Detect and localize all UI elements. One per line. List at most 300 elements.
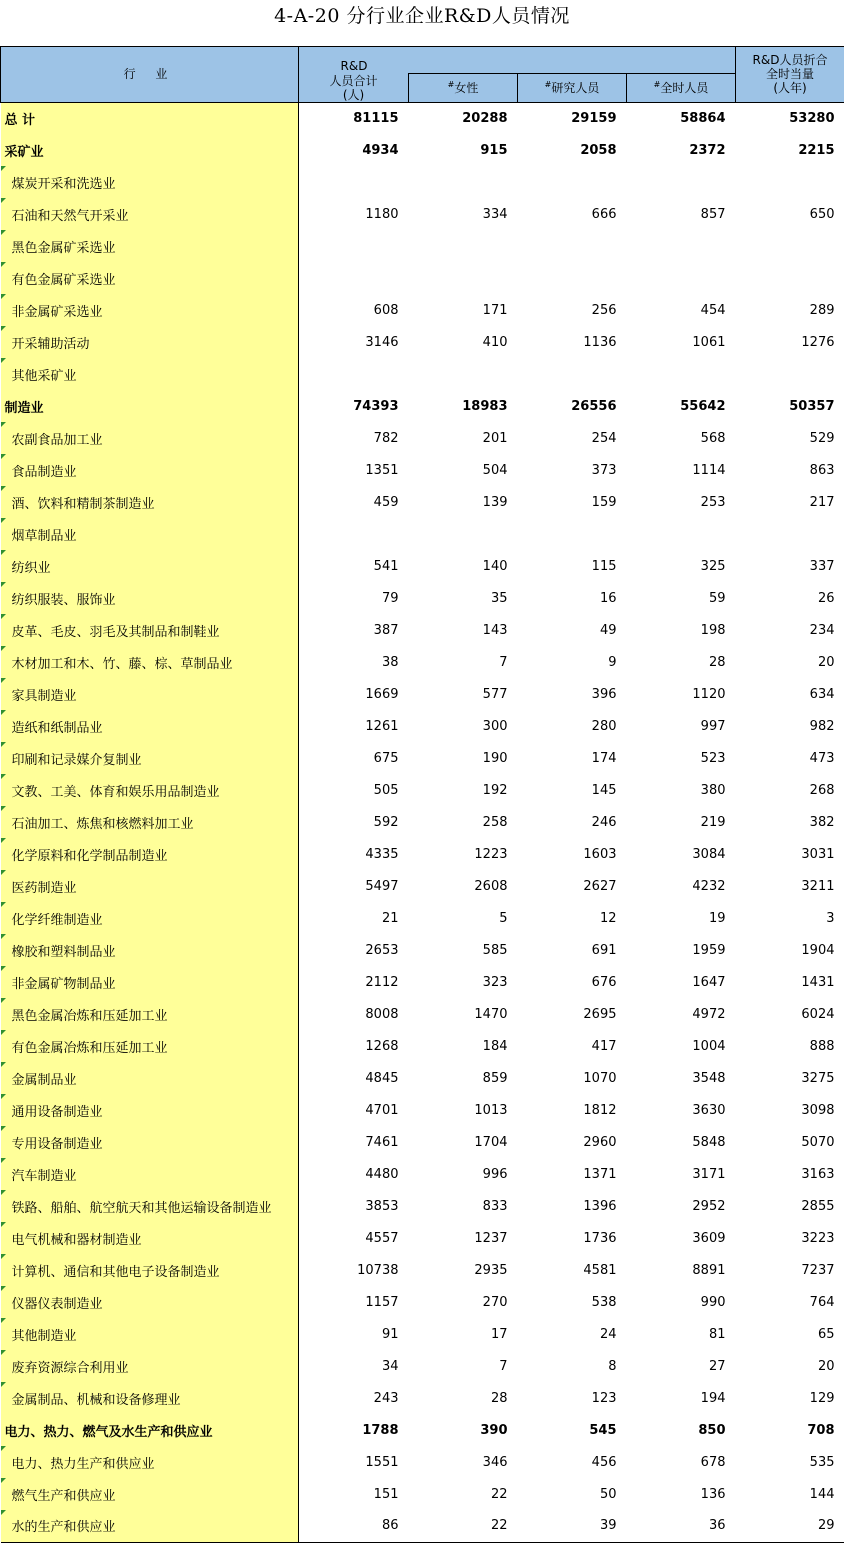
value-research: 29159 bbox=[518, 102, 627, 134]
value-research: 50 bbox=[518, 1478, 627, 1510]
value-equiv: 337 bbox=[736, 550, 844, 582]
cell-marker-icon bbox=[1, 1286, 6, 1291]
value-female: 20288 bbox=[409, 102, 518, 134]
table-row bbox=[1, 422, 844, 454]
table-row bbox=[1, 390, 844, 422]
value-fulltime: 2372 bbox=[627, 134, 736, 166]
cell-marker-icon bbox=[1, 774, 6, 779]
value-equiv: 3163 bbox=[736, 1158, 844, 1190]
value-female: 17 bbox=[409, 1318, 518, 1350]
value-research bbox=[518, 358, 627, 390]
value-female: 1470 bbox=[409, 998, 518, 1030]
header-rd-total bbox=[299, 74, 409, 103]
cell-marker-icon bbox=[1, 1478, 6, 1483]
value-research: 280 bbox=[518, 710, 627, 742]
industry-name-cell bbox=[1, 1158, 299, 1190]
industry-name-cell bbox=[1, 678, 299, 710]
value-total: 1551 bbox=[299, 1446, 409, 1478]
value-female: 1704 bbox=[409, 1126, 518, 1158]
value-total: 4845 bbox=[299, 1062, 409, 1094]
header-equivalent-line2: 全时当量 bbox=[736, 67, 844, 81]
industry-name: 酒、饮料和精制茶制造业 bbox=[12, 497, 155, 512]
industry-name: 皮革、毛皮、羽毛及其制品和制鞋业 bbox=[12, 625, 220, 640]
table-row bbox=[1, 1350, 844, 1382]
value-fulltime: 3609 bbox=[627, 1222, 736, 1254]
cell-marker-icon bbox=[1, 1062, 6, 1067]
table-row bbox=[1, 1414, 844, 1446]
table-row bbox=[1, 678, 844, 710]
industry-name-cell bbox=[1, 806, 299, 838]
industry-name: 燃气生产和供应业 bbox=[12, 1489, 116, 1504]
value-total bbox=[299, 262, 409, 294]
value-female: 258 bbox=[409, 806, 518, 838]
industry-name-cell bbox=[1, 1478, 299, 1510]
industry-name: 农副食品加工业 bbox=[12, 433, 103, 448]
industry-name: 纺织业 bbox=[12, 561, 51, 576]
value-female: 192 bbox=[409, 774, 518, 806]
value-research: 49 bbox=[518, 614, 627, 646]
value-total bbox=[299, 358, 409, 390]
industry-name-cell bbox=[1, 870, 299, 902]
value-female: 577 bbox=[409, 678, 518, 710]
table-row bbox=[1, 1446, 844, 1478]
value-fulltime: 59 bbox=[627, 582, 736, 614]
value-equiv: 20 bbox=[736, 646, 844, 678]
table-row bbox=[1, 774, 844, 806]
value-equiv: 65 bbox=[736, 1318, 844, 1350]
cell-marker-icon bbox=[1, 294, 6, 299]
value-female: 7 bbox=[409, 1350, 518, 1382]
value-total: 5497 bbox=[299, 870, 409, 902]
table-row bbox=[1, 198, 844, 230]
value-research: 2695 bbox=[518, 998, 627, 1030]
value-fulltime: 5848 bbox=[627, 1126, 736, 1158]
value-total: 505 bbox=[299, 774, 409, 806]
industry-name-cell bbox=[1, 518, 299, 550]
header-equivalent bbox=[736, 47, 844, 103]
cell-marker-icon bbox=[1, 870, 6, 875]
value-equiv bbox=[736, 518, 844, 550]
value-equiv: 6024 bbox=[736, 998, 844, 1030]
value-total: 8008 bbox=[299, 998, 409, 1030]
industry-name: 有色金属矿采选业 bbox=[12, 273, 116, 288]
value-research bbox=[518, 230, 627, 262]
industry-name-cell bbox=[1, 934, 299, 966]
value-equiv: 3275 bbox=[736, 1062, 844, 1094]
cell-marker-icon bbox=[1, 1350, 6, 1355]
value-equiv: 764 bbox=[736, 1286, 844, 1318]
industry-name-cell bbox=[1, 1062, 299, 1094]
value-fulltime: 58864 bbox=[627, 102, 736, 134]
cell-marker-icon bbox=[1, 806, 6, 811]
industry-name: 总 计 bbox=[5, 113, 36, 128]
value-fulltime: 1004 bbox=[627, 1030, 736, 1062]
industry-name-cell bbox=[1, 614, 299, 646]
value-fulltime: 19 bbox=[627, 902, 736, 934]
value-total: 1157 bbox=[299, 1286, 409, 1318]
header-rd-total-line1: 人员合计 bbox=[299, 74, 408, 88]
value-fulltime: 1120 bbox=[627, 678, 736, 710]
value-female bbox=[409, 166, 518, 198]
value-research: 145 bbox=[518, 774, 627, 806]
industry-name-cell bbox=[1, 966, 299, 998]
value-fulltime: 198 bbox=[627, 614, 736, 646]
cell-marker-icon bbox=[1, 1318, 6, 1323]
value-female: 22 bbox=[409, 1510, 518, 1542]
header-researchers: #研究人员 bbox=[518, 74, 627, 103]
industry-name: 家具制造业 bbox=[12, 689, 77, 704]
value-female: 1237 bbox=[409, 1222, 518, 1254]
industry-name: 有色金属冶炼和压延加工业 bbox=[12, 1041, 168, 1056]
industry-name-cell bbox=[1, 774, 299, 806]
value-total: 91 bbox=[299, 1318, 409, 1350]
cell-marker-icon bbox=[1, 326, 6, 331]
header-rd-group bbox=[299, 47, 736, 74]
value-fulltime bbox=[627, 230, 736, 262]
table-row bbox=[1, 806, 844, 838]
value-fulltime: 3630 bbox=[627, 1094, 736, 1126]
value-total: 4557 bbox=[299, 1222, 409, 1254]
industry-name-cell bbox=[1, 326, 299, 358]
value-fulltime: 27 bbox=[627, 1350, 736, 1382]
value-equiv: 234 bbox=[736, 614, 844, 646]
value-total: 459 bbox=[299, 486, 409, 518]
value-female: 2935 bbox=[409, 1254, 518, 1286]
value-equiv: 1276 bbox=[736, 326, 844, 358]
value-research: 1371 bbox=[518, 1158, 627, 1190]
value-equiv: 1431 bbox=[736, 966, 844, 998]
value-total bbox=[299, 230, 409, 262]
cell-marker-icon bbox=[1, 614, 6, 619]
value-female: 18983 bbox=[409, 390, 518, 422]
value-equiv: 982 bbox=[736, 710, 844, 742]
industry-name-cell bbox=[1, 1350, 299, 1382]
value-equiv: 3031 bbox=[736, 838, 844, 870]
value-total: 7461 bbox=[299, 1126, 409, 1158]
cell-marker-icon bbox=[1, 1222, 6, 1227]
industry-name: 仪器仪表制造业 bbox=[12, 1297, 103, 1312]
value-fulltime: 380 bbox=[627, 774, 736, 806]
value-total: 4934 bbox=[299, 134, 409, 166]
value-research: 256 bbox=[518, 294, 627, 326]
value-female: 270 bbox=[409, 1286, 518, 1318]
table-row bbox=[1, 134, 844, 166]
table-row bbox=[1, 262, 844, 294]
table-row bbox=[1, 742, 844, 774]
industry-name-cell bbox=[1, 422, 299, 454]
industry-name-cell bbox=[1, 710, 299, 742]
value-research: 2627 bbox=[518, 870, 627, 902]
value-female: 346 bbox=[409, 1446, 518, 1478]
value-fulltime: 568 bbox=[627, 422, 736, 454]
header-rd-label: R&D bbox=[299, 59, 409, 73]
value-female: 833 bbox=[409, 1190, 518, 1222]
value-equiv: 3223 bbox=[736, 1222, 844, 1254]
value-total: 34 bbox=[299, 1350, 409, 1382]
value-research bbox=[518, 262, 627, 294]
industry-name-cell bbox=[1, 1286, 299, 1318]
cell-marker-icon bbox=[1, 1382, 6, 1387]
table-row bbox=[1, 454, 844, 486]
industry-name: 铁路、船舶、航空航天和其他运输设备制造业 bbox=[12, 1201, 272, 1216]
value-total: 4701 bbox=[299, 1094, 409, 1126]
value-total: 86 bbox=[299, 1510, 409, 1542]
industry-name: 纺织服装、服饰业 bbox=[12, 593, 116, 608]
value-total: 1788 bbox=[299, 1414, 409, 1446]
value-equiv: 863 bbox=[736, 454, 844, 486]
value-research: 666 bbox=[518, 198, 627, 230]
value-research: 4581 bbox=[518, 1254, 627, 1286]
value-research bbox=[518, 518, 627, 550]
industry-name: 造纸和纸制品业 bbox=[12, 721, 103, 736]
value-research: 417 bbox=[518, 1030, 627, 1062]
value-equiv: 29 bbox=[736, 1510, 844, 1542]
industry-name-cell bbox=[1, 550, 299, 582]
value-total: 38 bbox=[299, 646, 409, 678]
value-total: 81115 bbox=[299, 102, 409, 134]
value-equiv bbox=[736, 166, 844, 198]
table-row bbox=[1, 1062, 844, 1094]
value-total: 243 bbox=[299, 1382, 409, 1414]
value-female: 1013 bbox=[409, 1094, 518, 1126]
value-female: 35 bbox=[409, 582, 518, 614]
table-row bbox=[1, 550, 844, 582]
value-research: 115 bbox=[518, 550, 627, 582]
table-row bbox=[1, 966, 844, 998]
value-equiv bbox=[736, 230, 844, 262]
value-total: 79 bbox=[299, 582, 409, 614]
header-equivalent-line3: (人年) bbox=[736, 81, 844, 95]
value-female: 22 bbox=[409, 1478, 518, 1510]
cell-marker-icon bbox=[1, 198, 6, 203]
cell-marker-icon bbox=[1, 1158, 6, 1163]
industry-name: 金属制品业 bbox=[12, 1073, 77, 1088]
table-row bbox=[1, 1158, 844, 1190]
value-female bbox=[409, 262, 518, 294]
industry-name: 通用设备制造业 bbox=[12, 1105, 103, 1120]
value-equiv: 53280 bbox=[736, 102, 844, 134]
industry-name-cell bbox=[1, 1030, 299, 1062]
value-research: 8 bbox=[518, 1350, 627, 1382]
value-fulltime: 28 bbox=[627, 646, 736, 678]
cell-marker-icon bbox=[1, 518, 6, 523]
table-row bbox=[1, 294, 844, 326]
value-female bbox=[409, 358, 518, 390]
industry-name-cell bbox=[1, 166, 299, 198]
value-research: 456 bbox=[518, 1446, 627, 1478]
value-female: 171 bbox=[409, 294, 518, 326]
page-title: 4-A-20 分行业企业R&D人员情况 bbox=[0, 0, 844, 34]
industry-name: 采矿业 bbox=[5, 145, 44, 160]
table-row bbox=[1, 710, 844, 742]
value-fulltime: 3548 bbox=[627, 1062, 736, 1094]
table-row bbox=[1, 358, 844, 390]
value-female: 390 bbox=[409, 1414, 518, 1446]
value-fulltime: 3084 bbox=[627, 838, 736, 870]
value-female: 996 bbox=[409, 1158, 518, 1190]
industry-name: 医药制造业 bbox=[12, 881, 77, 896]
industry-name-cell bbox=[1, 742, 299, 774]
cell-marker-icon bbox=[1, 230, 6, 235]
value-total: 151 bbox=[299, 1478, 409, 1510]
industry-name-cell bbox=[1, 102, 299, 134]
cell-marker-icon bbox=[1, 1510, 6, 1515]
industry-name: 橡胶和塑料制品业 bbox=[12, 945, 116, 960]
value-equiv: 144 bbox=[736, 1478, 844, 1510]
value-equiv: 26 bbox=[736, 582, 844, 614]
industry-name-cell bbox=[1, 358, 299, 390]
industry-name-cell bbox=[1, 1414, 299, 1446]
industry-name: 黑色金属矿采选业 bbox=[12, 241, 116, 256]
industry-name: 木材加工和木、竹、藤、棕、草制品业 bbox=[12, 657, 233, 672]
industry-name-cell bbox=[1, 294, 299, 326]
value-female: 1223 bbox=[409, 838, 518, 870]
value-female: 410 bbox=[409, 326, 518, 358]
value-female: 585 bbox=[409, 934, 518, 966]
value-equiv: 3 bbox=[736, 902, 844, 934]
industry-name: 化学原料和化学制品制造业 bbox=[12, 849, 168, 864]
cell-marker-icon bbox=[1, 550, 6, 555]
value-equiv bbox=[736, 358, 844, 390]
value-research: 1396 bbox=[518, 1190, 627, 1222]
value-total: 1268 bbox=[299, 1030, 409, 1062]
cell-marker-icon bbox=[1, 582, 6, 587]
industry-name: 石油加工、炼焦和核燃料加工业 bbox=[12, 817, 194, 832]
value-equiv: 382 bbox=[736, 806, 844, 838]
table-row bbox=[1, 838, 844, 870]
value-research: 1736 bbox=[518, 1222, 627, 1254]
value-fulltime bbox=[627, 518, 736, 550]
industry-name-cell bbox=[1, 262, 299, 294]
cell-marker-icon bbox=[1, 838, 6, 843]
table-row bbox=[1, 646, 844, 678]
value-total: 10738 bbox=[299, 1254, 409, 1286]
industry-name: 石油和天然气开采业 bbox=[12, 209, 129, 224]
value-fulltime: 3171 bbox=[627, 1158, 736, 1190]
value-fulltime: 678 bbox=[627, 1446, 736, 1478]
value-research: 373 bbox=[518, 454, 627, 486]
table-row bbox=[1, 1094, 844, 1126]
cell-marker-icon bbox=[1, 966, 6, 971]
value-total: 675 bbox=[299, 742, 409, 774]
value-fulltime bbox=[627, 358, 736, 390]
value-total: 4335 bbox=[299, 838, 409, 870]
cell-marker-icon bbox=[1, 1446, 6, 1451]
table-row bbox=[1, 870, 844, 902]
value-research: 1603 bbox=[518, 838, 627, 870]
industry-name-cell bbox=[1, 454, 299, 486]
value-equiv: 634 bbox=[736, 678, 844, 710]
value-total: 387 bbox=[299, 614, 409, 646]
industry-name-cell bbox=[1, 1254, 299, 1286]
table-row bbox=[1, 518, 844, 550]
value-fulltime: 81 bbox=[627, 1318, 736, 1350]
table-row bbox=[1, 326, 844, 358]
cell-marker-icon bbox=[1, 998, 6, 1003]
table-row bbox=[1, 230, 844, 262]
value-equiv: 473 bbox=[736, 742, 844, 774]
value-total: 592 bbox=[299, 806, 409, 838]
value-research: 538 bbox=[518, 1286, 627, 1318]
value-fulltime: 325 bbox=[627, 550, 736, 582]
header-industry: 行 业 bbox=[1, 47, 299, 103]
industry-name: 黑色金属冶炼和压延加工业 bbox=[12, 1009, 168, 1024]
industry-name: 计算机、通信和其他电子设备制造业 bbox=[12, 1265, 220, 1280]
value-research: 1070 bbox=[518, 1062, 627, 1094]
value-fulltime bbox=[627, 166, 736, 198]
header-fulltime: #全时人员 bbox=[627, 74, 736, 103]
value-fulltime: 36 bbox=[627, 1510, 736, 1542]
value-fulltime: 454 bbox=[627, 294, 736, 326]
industry-name: 电力、热力生产和供应业 bbox=[12, 1457, 155, 1472]
value-female: 184 bbox=[409, 1030, 518, 1062]
value-equiv: 2215 bbox=[736, 134, 844, 166]
value-equiv: 650 bbox=[736, 198, 844, 230]
industry-name-cell bbox=[1, 230, 299, 262]
table-body bbox=[1, 102, 844, 1542]
industry-name-cell bbox=[1, 582, 299, 614]
value-research: 396 bbox=[518, 678, 627, 710]
value-female: 139 bbox=[409, 486, 518, 518]
value-female: 300 bbox=[409, 710, 518, 742]
value-female: 334 bbox=[409, 198, 518, 230]
industry-name-cell bbox=[1, 838, 299, 870]
value-fulltime: 990 bbox=[627, 1286, 736, 1318]
value-female: 28 bbox=[409, 1382, 518, 1414]
value-female: 2608 bbox=[409, 870, 518, 902]
value-equiv: 535 bbox=[736, 1446, 844, 1478]
table-row bbox=[1, 166, 844, 198]
industry-name: 汽车制造业 bbox=[12, 1169, 77, 1184]
value-equiv: 708 bbox=[736, 1414, 844, 1446]
cell-marker-icon bbox=[1, 1190, 6, 1195]
industry-name-cell bbox=[1, 1190, 299, 1222]
industry-name: 文教、工美、体育和娱乐用品制造业 bbox=[12, 785, 220, 800]
value-research: 174 bbox=[518, 742, 627, 774]
industry-name-cell bbox=[1, 902, 299, 934]
table-row bbox=[1, 486, 844, 518]
industry-name: 其他采矿业 bbox=[12, 369, 77, 384]
value-female: 323 bbox=[409, 966, 518, 998]
header-female: #女性 bbox=[409, 74, 518, 103]
value-total: 3853 bbox=[299, 1190, 409, 1222]
value-research: 691 bbox=[518, 934, 627, 966]
value-research: 545 bbox=[518, 1414, 627, 1446]
value-fulltime: 55642 bbox=[627, 390, 736, 422]
table-row bbox=[1, 582, 844, 614]
cell-marker-icon bbox=[1, 934, 6, 939]
value-fulltime: 4232 bbox=[627, 870, 736, 902]
industry-name: 开采辅助活动 bbox=[12, 337, 90, 352]
table-row bbox=[1, 1382, 844, 1414]
value-female: 140 bbox=[409, 550, 518, 582]
value-fulltime: 1061 bbox=[627, 326, 736, 358]
cell-marker-icon bbox=[1, 486, 6, 491]
cell-marker-icon bbox=[1, 646, 6, 651]
industry-name-cell bbox=[1, 998, 299, 1030]
table-row bbox=[1, 998, 844, 1030]
value-total: 74393 bbox=[299, 390, 409, 422]
value-total: 1261 bbox=[299, 710, 409, 742]
value-female: 201 bbox=[409, 422, 518, 454]
table-row bbox=[1, 1030, 844, 1062]
industry-name-cell bbox=[1, 1318, 299, 1350]
value-fulltime: 8891 bbox=[627, 1254, 736, 1286]
value-research: 12 bbox=[518, 902, 627, 934]
cell-marker-icon bbox=[1, 1254, 6, 1259]
cell-marker-icon bbox=[1, 1030, 6, 1035]
value-equiv: 888 bbox=[736, 1030, 844, 1062]
